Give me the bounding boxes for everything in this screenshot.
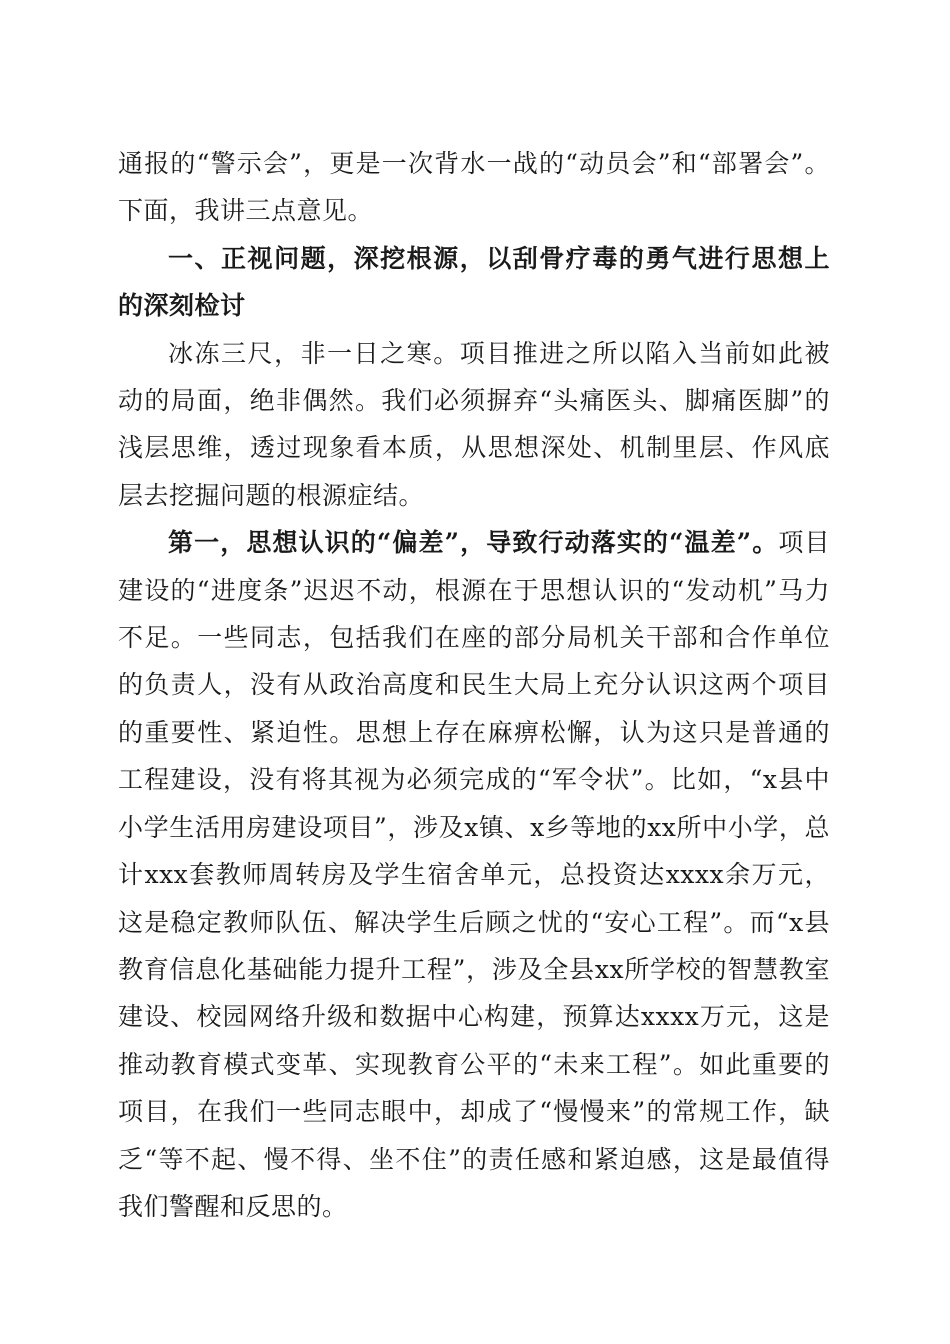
paragraph-root-causes: 冰冻三尺，非一日之寒。项目推进之所以陷入当前如此被动的局面，绝非偶然。我们必须摒弃“头痛医头、脚痛医脚”的浅层思维，透过现象看本质，从思想深处、机制里层、作风底层去挖掘问题的根源症结。 xyxy=(118,338,830,510)
intro-paragraph: 通报的“警示会”，更是一次背水一战的“动员会”和“部署会”。下面，我讲三点意见。 xyxy=(118,149,830,226)
document-body xyxy=(118,140,830,1230)
section-heading: 一、正视问题，深挖根源，以刮骨疗毒的勇气进行思想上的深刻检讨 xyxy=(118,243,830,321)
paragraph-point-one xyxy=(118,519,830,1230)
point-one-lead: 第一，思想认识的“偏差”，导致行动落实的“温差”。 xyxy=(168,528,779,558)
point-one-body: 项目建设的“进度条”迟迟不动，根源在于思想认识的“发动机”马力不足。一些同志，包括我们在座的部分局机关干部和合作单位的负责人，没有从政治高度和民生大局上充分认识这两个项目的重要性、紧迫性。思想上存在麻痹松懈，认为这只是普通的工程建设，没有将其视为必须完成的“军令状”。比如，“x县中小学生活用房建设项目”，涉及x镇、x乡等地的xx所中小学，总计xxx套教师周转房及学生宿舍单元，总投资达xxxx余万元，这是稳定教师队伍、解决学生后顾之忧的“安心工程”。而“x县教育信息化基础能力提升工程”，涉及全县xx所学校的智慧教室建设、校园网络升级和数据中心构建，预算达xxxx万元，这是推动教育模式变革、实现教育公平的“未来工程”。如此重要的项目，在我们一些同志眼中，却成了“慢慢来”的常规工作，缺乏“等不起、慢不得、坐不住”的责任感和紧迫感，这是最值得我们警醒和反思的。 xyxy=(118,528,830,1221)
